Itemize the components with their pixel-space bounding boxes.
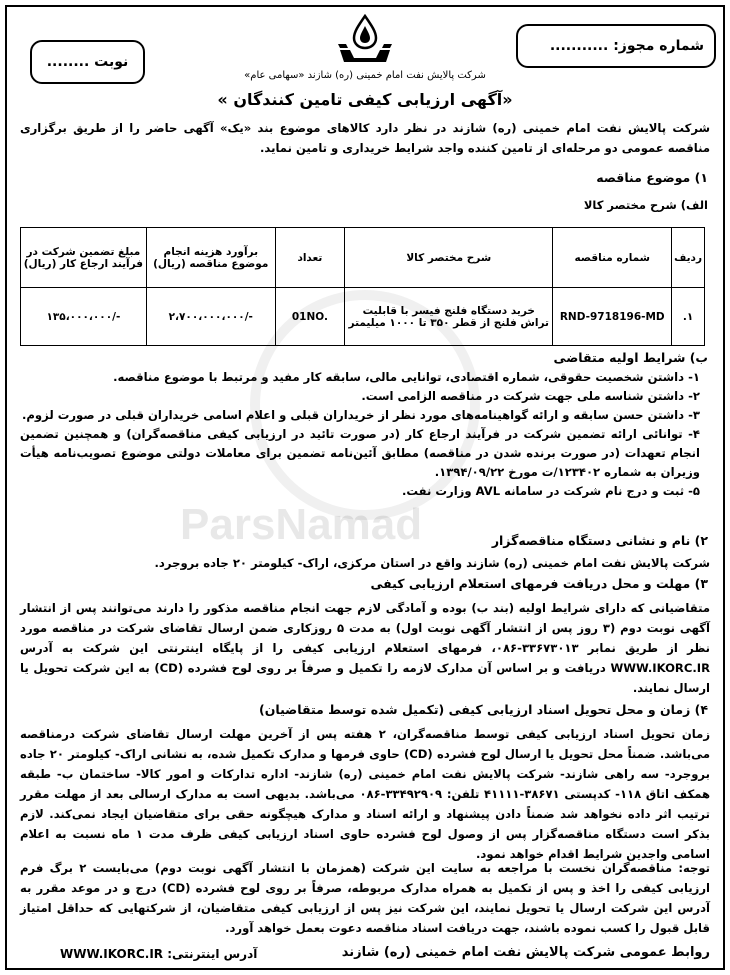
section2-text: شرکت پالایش نفت امام خمینی (ره) شازند واقع در استان مرکزی، اراک- کیلومتر ۲۰ جاده بروجرد. (154, 556, 710, 570)
section3-heading: ۳) مهلت و محل دریافت فرمهای استعلام ارزیابی کیفی (370, 576, 708, 591)
list-item: ۱- داشتن شخصیت حقوقی، شماره اقتصادی، توانایی مالی، سابقه کار مفید و مرتبط با موضوع مناقصه. (113, 370, 700, 384)
table-header-row (21, 228, 705, 288)
footer-site-label: آدرس اینترنتی: (167, 947, 258, 961)
watermark-text: ParsNamad (180, 500, 423, 549)
row-qty: 01NO. (275, 288, 344, 346)
turn-label: نوبت ........ (46, 54, 129, 70)
col-estimate: برآورد هزینه انجام موضوع مناقصه (ریال) (146, 228, 275, 288)
section4-text: زمان تحویل اسناد ارزیابی کیفی توسط مناقصه‌گران، ۲ هفته پس از آخرین مهلت ارسال تقاضای شرکت درمناقصه می‌باشد. ضمناً محل تحویل یا ارسال لوح فشرده (CD) حاوی فرمها و مدارک تکمیل شده، به نشانی اراک- کیلومتر ۲۰ جاده بروجرد- سه راهی شازند- شرکت پالایش نفت امام خمینی (ره) شازند- اداره تدارکات و امور کالا- ساختمان ب- طبقه همکف اتاق ۱۱۸- کدپستی ۳۸۶۷۱-۴۱۱۱۱ تلفن: ۳۳۴۹۲۹۰۹-۰۸۶ می‌باشد. بدیهی است به مدارک ارسالی بعد از مهلت مقرر ترتیب اثر داده نخواهد شد ضمناً دادن پیشنهاد و ارائه اسناد و مدارک هیچگونه حقی برای متقاضیان ایجاد نمی‌کند. لازم بذکر است دستگاه مناقصه‌گزار پس از وصول لوح فشرده حاوی اسناد ارزیابی کیفی ظرف مدت ۱ ماه نسبت به اعلام اسامی واجدین شرایط اقدام خواهد نمود. (20, 727, 711, 861)
permit-number-box (516, 24, 716, 68)
col-guarantee: مبلغ تضمین شرکت در فرآیند ارجاع کار (ریال) (21, 228, 147, 288)
row-desc: خرید دستگاه فلنج فیسر با قابلیت تراش فلنج از قطر ۳۵۰ تا ۱۰۰۰ میلیمتر (345, 288, 553, 346)
col-index: ردیف (672, 228, 705, 288)
list-item: ۲- داشتن شناسه ملی جهت شرکت در مناقصه الزامی است. (361, 389, 700, 403)
nioc-logo-icon (334, 14, 396, 64)
table-row (21, 288, 705, 346)
col-qty: تعداد (275, 228, 344, 288)
intro-paragraph: شرکت پالایش نفت امام خمینی (ره) شازند در نظر دارد کالاهای موضوع بند «یک» آگهی حاضر را از طریق برگزاری مناقصه عمومی دو مرحله‌ای از تامین کننده واجد شرایط خریداری و تامین نماید. (20, 121, 710, 155)
list-item: ۳- داشتن حسن سابقه و ارائه گواهینامه‌های مورد نظر از خریداران قبلی و اعلام اسامی خریداران قبلی در صورت لزوم. (22, 408, 700, 422)
footer-site-link[interactable]: WWW.IKORC.IR (60, 947, 164, 961)
note-label: توجه: (678, 861, 710, 875)
page-title: «آگهی ارزیابی کیفی تامین کنندگان » (217, 90, 513, 109)
note-text: مناقصه‌گران نخست با مراجعه به سایت این شرکت (همزمان با انتشار آگهی نوبت دوم) می‌بایست ۲ برگ فرم ارزیابی کیفی را اخذ و پس از تکمیل به همراه مدارک مربوطه، صرفاً بر روی لوح فشرده (CD) درج و در موعد مقرر به آدرس این شرکت ارسال یا تحویل نمایند، این شرکت نیز پس از ارزیابی کیفی متقاضیان، از شرکتهایی که حداقل امتیاز قابل قبول را کسب نموده باشند، جهت دریافت اسناد مناقصه دعوت بعمل خواهد آورد. (20, 861, 711, 935)
list-item: ۵- ثبت و درج نام شرکت در سامانه AVL وزارت نفت. (401, 484, 700, 498)
section2-heading: ۲) نام و نشانی دستگاه مناقصه‌گزار (491, 533, 708, 548)
section4-heading: ۴) زمان و محل تحویل اسناد ارزیابی کیفی (تکمیل شده توسط متقاضیان) (259, 702, 708, 717)
row-guarantee: -/۱۳۵،۰۰۰،۰۰۰ (21, 288, 147, 346)
company-name: شرکت پالایش نفت امام خمینی (ره) شازند «سهامی عام» (244, 70, 486, 81)
footer-org: روابط عمومی شرکت پالایش نفت امام خمینی (ره) شازند (341, 945, 710, 960)
permit-number-label: شماره مجوز: ........... (549, 38, 704, 54)
goods-table (20, 227, 705, 346)
row-estimate: -/۲،۷۰۰،۰۰۰،۰۰۰ (146, 288, 275, 346)
sectionB-list (20, 368, 700, 501)
col-tender-no: شماره مناقصه (553, 228, 672, 288)
note-paragraph (20, 858, 710, 938)
row-tender-no: RND-9718196-MD (553, 288, 672, 346)
sectionB-heading: ب) شرایط اولیه متقاضی (553, 350, 708, 365)
col-desc: شرح مختصر کالا (345, 228, 553, 288)
row-index: ۱. (672, 288, 705, 346)
footer-site (60, 947, 257, 961)
list-item: ۴- توانائی ارائه تضمین شرکت در فرآیند ارجاع کار (در صورت تائید در ارزیابی کیفی مناقصه‌گران) و همچنین تضمین انجام تعهدات (در صورت برنده شدن در مناقصه) مطابق آئین‌نامه تضمین برای معاملات دولتی موضوع تصویب‌نامه هیأت وزیران به شماره ۱۲۳۴۰۲/ت مورخ ۱۳۹۴/۰۹/۲۲. (20, 427, 700, 479)
section1-heading: ۱) موضوع مناقصه (596, 170, 708, 185)
footer (0, 945, 730, 967)
section1-subheading: الف) شرح مختصر کالا (583, 198, 708, 212)
section3-text: متقاضیانی که دارای شرایط اولیه (بند ب) بوده و آمادگی لازم جهت انجام مناقصه مذکور را دارند می‌توانند پس از انتشار آگهی نوبت دوم (۳ روز پس از انتشار آگهی نوبت اول) به مدت ۵ روزکاری ضمن ارسال تقاضای شرکت در مناقصه مورد نظر از طریق نمابر ۳۳۶۷۳۰۱۳-۰۸۶، فرمهای استعلام ارزیابی کیفی را از پایگاه اینترنتی این شرکت به آدرس WWW.IKORC.IR دریافت و بر اساس آن مدارک لازمه را تکمیل و صرفاً بر روی لوح فشرده (CD) به این شرکت تحویل یا ارسال نمایند. (20, 601, 711, 695)
